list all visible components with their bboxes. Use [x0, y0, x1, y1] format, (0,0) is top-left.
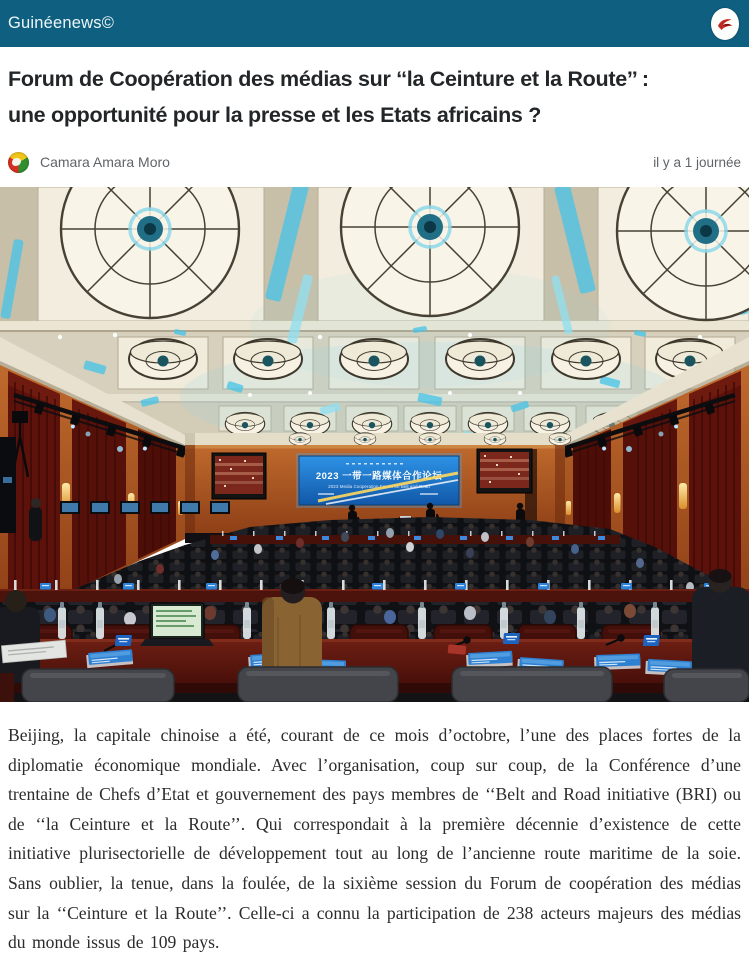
article-image [0, 187, 749, 702]
laptop [140, 603, 214, 646]
screen-subtitle-en: 2023 Media Cooperation Forum on Belt and Road [328, 484, 430, 489]
site-header [0, 0, 749, 47]
screen-title-cn: 2023 一带一路媒体合作论坛 [315, 471, 443, 482]
article-title [8, 62, 741, 133]
main-led-screen [296, 453, 462, 508]
bird-icon [714, 13, 736, 35]
byline [8, 150, 741, 174]
publish-time: il y a 1 journée [653, 154, 741, 170]
brand-link[interactable]: Guinéenews© [8, 14, 115, 32]
conference-hall-photo [0, 187, 749, 702]
author-avatar [8, 152, 29, 173]
article-body: Beijing, la capitale chinoise a été, courant de ce mois d’octobre, l’une des places fortes de la diplomatie économique mondiale. Avec l’organisation, coup sur coup, de la Conférence d’une trentaine de Chefs d’Etat et gouvernement des pays membres de ‘‘Belt and Road initiative (BRI) ou de ‘‘la Ceinture et la Route’’. Qui correspondait à la première décennie d’existence de cette initiative plurisectorielle de développement tout au long de l’ancienne route maritime de la soie. Sans oublier, la tenue, dans la foulée, de la sixième session du Forum de coopération des médias sur la ‘‘Ceinture et la Route’’. Celle-ci a connu la participation de 238 acteurs majeurs des médias du monde issus de 109 pays. [8, 725, 741, 953]
article-title-line2: une opportunité pour la presse et les Etats africains ? [8, 102, 542, 127]
article-title-line1: Forum de Coopération des médias sur ‘‘la Ceinture et la Route’’ : [8, 67, 649, 91]
author-name: Camara Amara Moro [40, 154, 170, 170]
site-logo[interactable] [711, 8, 739, 40]
